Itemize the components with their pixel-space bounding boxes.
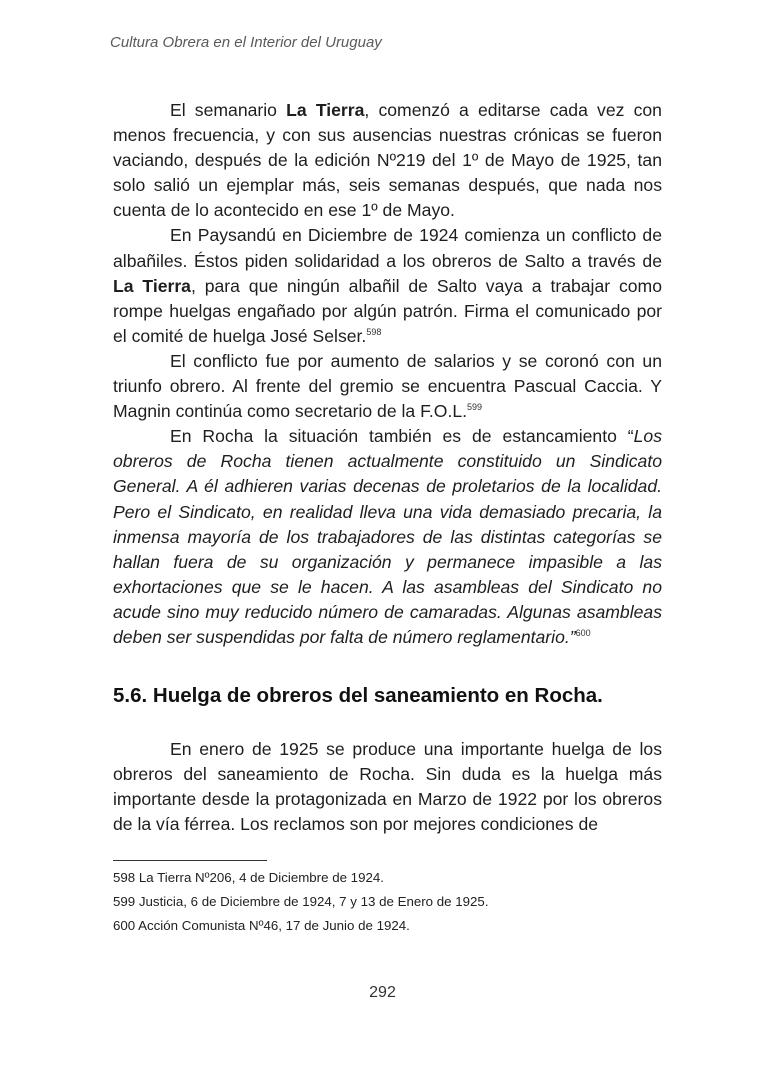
text: En Paysandú en Diciembre de 1924 comienza un conflicto de albañiles. Éstos piden solidaridad a los obreros de Salto a través de bbox=[113, 225, 662, 271]
footnote-598: 598 La Tierra Nº206, 4 de Diciembre de 1924. bbox=[113, 870, 384, 885]
body-text-continued bbox=[113, 737, 662, 837]
paragraph-2 bbox=[113, 223, 662, 348]
text: , para que ningún albañil de Salto vaya a trabajar como rompe huelgas engañado por algún patrón. Firma el comunicado por el comité de huelga José Selser. bbox=[113, 275, 662, 346]
footnote-600: 600 Acción Comunista Nº46, 17 de Junio de 1924. bbox=[113, 918, 410, 933]
footnote-ref-599[interactable]: 599 bbox=[467, 402, 483, 413]
footnote-divider bbox=[113, 860, 267, 861]
page-number: 292 bbox=[369, 984, 396, 1001]
newspaper-title: La Tierra bbox=[286, 100, 365, 120]
text: En Rocha la situación también es de estancamiento “ bbox=[170, 426, 634, 447]
running-header: Cultura Obrera en el Interior del Uruguay bbox=[110, 34, 382, 51]
footnote-ref-600[interactable]: 600 bbox=[575, 627, 591, 638]
newspaper-title: La Tierra bbox=[113, 275, 191, 296]
text: En enero de 1925 se produce una importante huelga de los obreros del saneamiento de Rocha. Sin duda es la huelga más importante desde la protagonizada en Marzo de 1922 por los obreros de la vía férrea. Los reclamos son por mejores condiciones de bbox=[113, 739, 662, 835]
footnote-ref-598[interactable]: 598 bbox=[366, 326, 382, 337]
text: El conflicto fue por aumento de salarios y se coronó con un triunfo obrero. Al frente del gremio se encuentra Pascual Caccia. Y Magnin continúa como secretario de la F.O.L. bbox=[113, 350, 662, 422]
body-text bbox=[113, 98, 662, 650]
paragraph-3 bbox=[113, 349, 662, 424]
paragraph-5 bbox=[113, 737, 662, 837]
section-title: 5.6. Huelga de obreros del saneamiento en Rocha. bbox=[113, 684, 603, 707]
quotation: Los obreros de Rocha tienen actualmente constituido un Sindicato General. A él adhieren varias decenas de proletarios de la localidad. Pero el Sindicato, en realidad lleva una vida demasiado precaria, la inmensa mayoría de los trabajadores de las distintas categorías se hallan fuera de su organización y permanece impasible a las exhortaciones que se le hacen. A las asambleas del Sindicato no acude sino muy reducido número de camaradas. Algunas asambleas deben ser suspendidas por falta de número reglamentario.” bbox=[113, 426, 662, 647]
text: El semanario bbox=[170, 100, 287, 120]
paragraph-1 bbox=[113, 98, 662, 223]
text: , comenzó a editarse cada vez con menos frecuencia, y con sus ausencias nuestras crónicas se fueron vaciando, después de la edición Nº219 del 1º de Mayo de 1925, tan solo salió un ejemplar más, seis semanas después, que nada nos cuenta de lo acontecido en ese 1º de Mayo. bbox=[113, 100, 662, 221]
footnotes bbox=[113, 866, 663, 938]
footnote-599: 599 Justicia, 6 de Diciembre de 1924, 7 y 13 de Enero de 1925. bbox=[113, 894, 489, 909]
paragraph-4 bbox=[113, 424, 662, 650]
